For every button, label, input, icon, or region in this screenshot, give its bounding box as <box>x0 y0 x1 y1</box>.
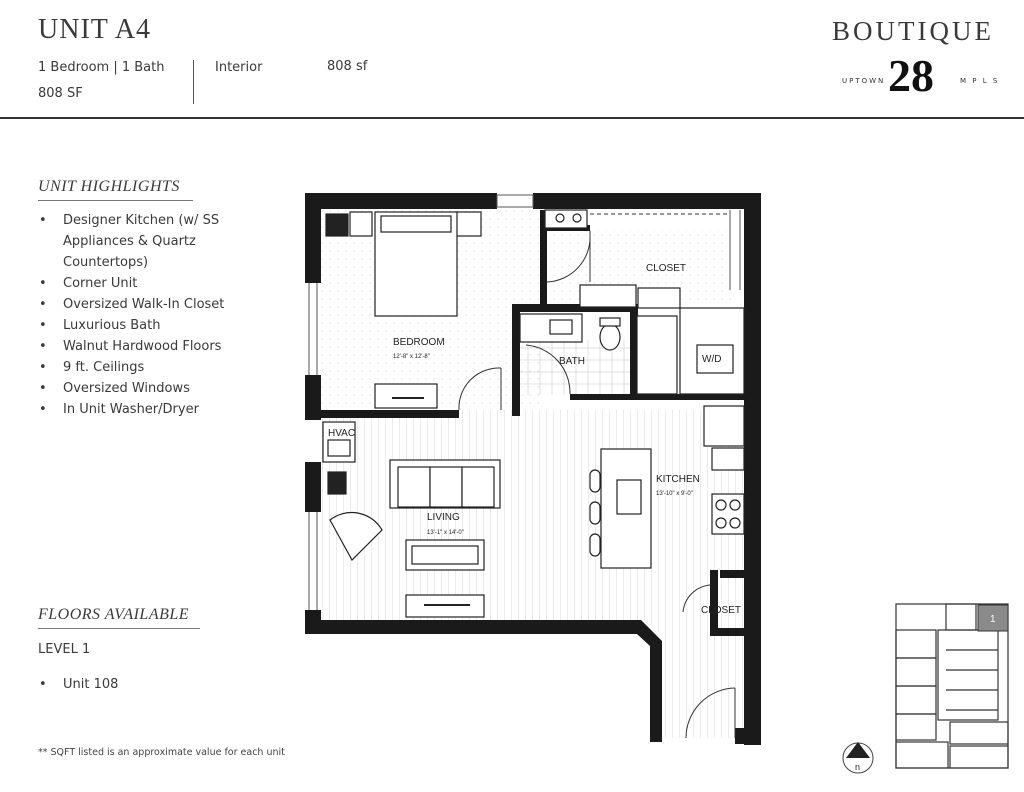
room-dim-bedroom: 12'-8" x 12'-8" <box>393 354 430 360</box>
room-dim-kitchen: 13'-10" x 9'-0" <box>656 491 693 497</box>
highlight-item: • Walnut Hardwood Floors <box>38 336 268 357</box>
interior-value: 808 sf <box>327 59 368 74</box>
compass-icon <box>843 742 873 773</box>
interior-label: Interior <box>215 60 263 75</box>
square-feet-short: 808 SF <box>38 86 83 101</box>
floor-level: LEVEL 1 <box>38 642 91 657</box>
room-label-living: LIVING <box>427 512 460 523</box>
highlight-item: • 9 ft. Ceilings <box>38 357 268 378</box>
keyplan-unit-number: 1 <box>990 614 996 625</box>
highlight-item: • In Unit Washer/Dryer <box>38 399 268 420</box>
unit-title: UNIT A4 <box>38 14 152 45</box>
highlight-item: • Luxurious Bath <box>38 315 268 336</box>
room-label-bedroom: BEDROOM <box>393 337 445 348</box>
highlight-item: • Oversized Walk-In Closet <box>38 294 268 315</box>
highlight-item: • Designer Kitchen (w/ SS Appliances & Quartz Countertops) <box>38 210 268 273</box>
room-label-closet: CLOSET <box>646 263 687 274</box>
highlights-heading: UNIT HIGHLIGHTS <box>38 178 180 195</box>
room-label-hvac: HVAC <box>328 428 356 439</box>
brand-name: BOUTIQUE <box>832 16 994 46</box>
room-label-kitchen: KITCHEN <box>656 474 700 485</box>
room-label-closet-small: CLOSET <box>701 605 742 616</box>
bed-bath-text: 1 Bedroom | 1 Bath <box>38 60 165 75</box>
key-plan <box>838 600 1018 776</box>
room-label-bath: BATH <box>559 356 585 367</box>
compass-label: n <box>855 762 861 772</box>
room-dim-living: 13'-1" x 14'-0" <box>427 530 464 536</box>
brand-mpls: M P L S <box>960 77 1000 85</box>
brand-uptown: UPTOWN <box>842 77 886 85</box>
floors-heading: FLOORS AVAILABLE <box>38 606 190 623</box>
highlight-item: • Oversized Windows <box>38 378 268 399</box>
room-label-wd: W/D <box>702 354 722 365</box>
brand-number: 28 <box>888 50 934 101</box>
footnote: ** SQFT listed is an approximate value for each unit <box>38 747 285 758</box>
highlight-item: • Corner Unit <box>38 273 268 294</box>
unit-item[interactable]: • Unit 108 <box>38 674 268 695</box>
